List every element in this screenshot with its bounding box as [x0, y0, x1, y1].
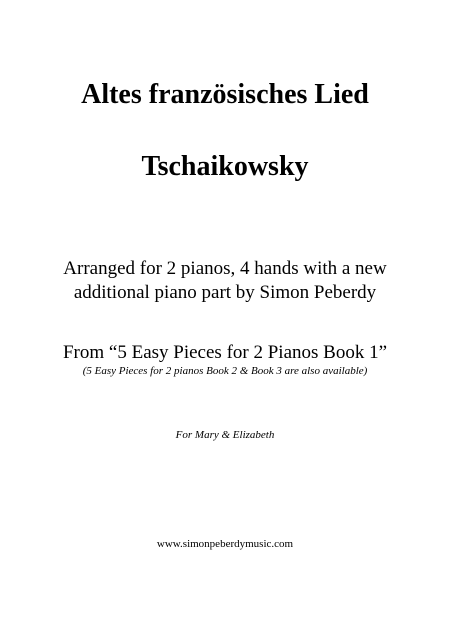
- piece-title: Altes französisches Lied: [81, 79, 369, 110]
- arrangement-description-line-2: additional piano part by Simon Peberdy: [73, 282, 377, 303]
- other-books-note: (5 Easy Pieces for 2 pianos Book 2 & Book 3 are also available): [82, 365, 368, 377]
- website-address: www.simonpeberdymusic.com: [156, 538, 294, 550]
- collection-source: From “5 Easy Pieces for 2 Pianos Book 1”: [62, 342, 387, 363]
- composer-name: Tschaikowsky: [141, 151, 309, 182]
- arrangement-description-line-1: Arranged for 2 pianos, 4 hands with a new: [63, 258, 387, 279]
- dedication: For Mary & Elizabeth: [175, 429, 275, 441]
